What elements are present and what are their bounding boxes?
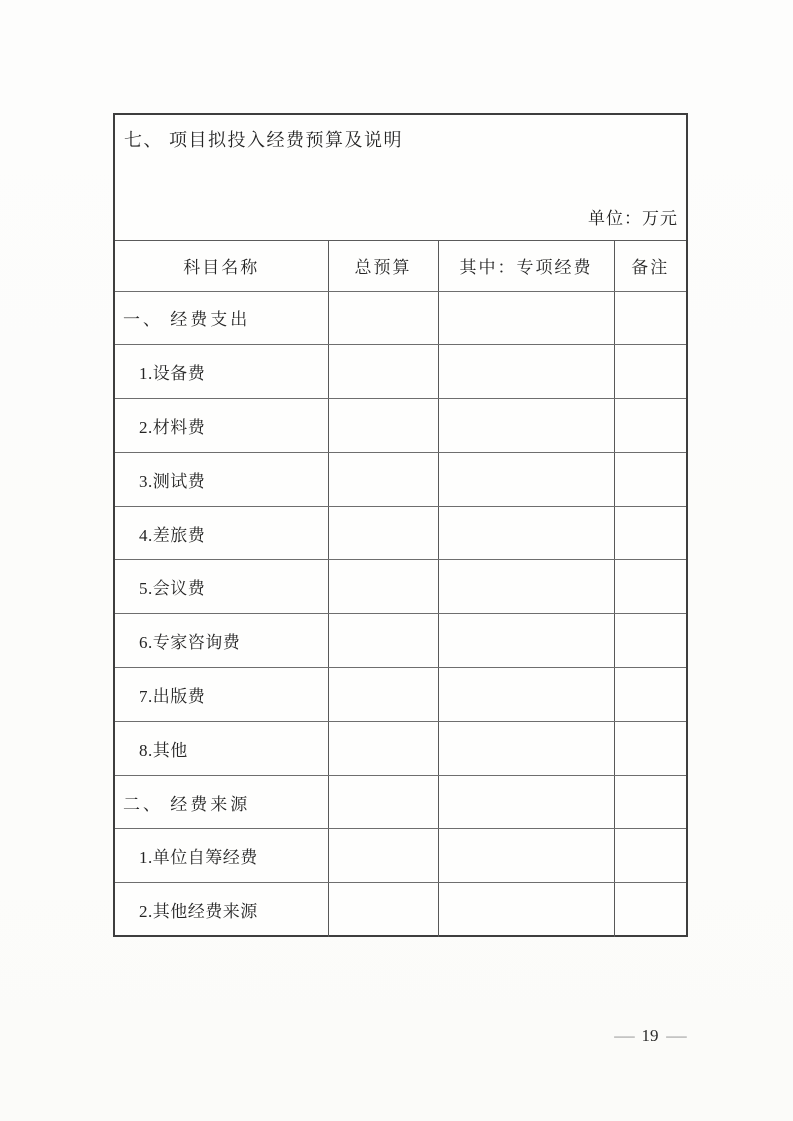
unit-label: 单位：万元 — [588, 209, 678, 228]
cell-total — [328, 721, 438, 775]
cell-note — [614, 829, 686, 883]
cell-special — [438, 883, 614, 937]
row-label-testing-fee: 3.测试费 — [115, 452, 328, 506]
table-row — [115, 668, 686, 722]
cell-note — [614, 668, 686, 722]
cell-total — [328, 883, 438, 937]
section-title: 七、 项目拟投入经费预算及说明 — [124, 130, 403, 150]
header-remarks: 备注 — [614, 241, 686, 291]
cell-total — [328, 668, 438, 722]
header-subject-name: 科目名称 — [115, 241, 328, 291]
cell-total — [328, 614, 438, 668]
cell-note — [614, 560, 686, 614]
row-label-publication-fee: 7.出版费 — [115, 668, 328, 722]
row-label-equipment-fee: 1.设备费 — [115, 345, 328, 399]
budget-table-grid — [115, 241, 686, 937]
cell-special — [438, 291, 614, 345]
footer-dash-right: — — [665, 1026, 687, 1045]
cell-special — [438, 399, 614, 453]
cell-note — [614, 883, 686, 937]
row-label-expert-consultation-fee: 6.专家咨询费 — [115, 614, 328, 668]
cell-special — [438, 560, 614, 614]
cell-total — [328, 506, 438, 560]
header-special-funds: 其中：专项经费 — [438, 241, 614, 291]
row-label-material-fee: 2.材料费 — [115, 399, 328, 453]
table-row — [115, 721, 686, 775]
page-footer — [598, 1026, 702, 1046]
row-label-expenditure: 一、 经费支出 — [115, 291, 328, 345]
row-label-self-raised-funds: 1.单位自筹经费 — [115, 829, 328, 883]
cell-total — [328, 775, 438, 829]
cell-total — [328, 345, 438, 399]
cell-note — [614, 614, 686, 668]
table-row — [115, 399, 686, 453]
table-title-block — [115, 115, 686, 241]
row-label-conference-fee: 5.会议费 — [115, 560, 328, 614]
cell-total — [328, 399, 438, 453]
cell-note — [614, 506, 686, 560]
cell-note — [614, 452, 686, 506]
cell-note — [614, 291, 686, 345]
budget-form-table — [113, 113, 688, 937]
cell-total — [328, 560, 438, 614]
table-row — [115, 775, 686, 829]
cell-total — [328, 829, 438, 883]
table-row — [115, 506, 686, 560]
cell-special — [438, 775, 614, 829]
row-label-other-funding-source: 2.其他经费来源 — [115, 883, 328, 937]
cell-special — [438, 452, 614, 506]
page-number: 19 — [641, 1026, 659, 1045]
table-header-row — [115, 241, 686, 291]
table-row — [115, 560, 686, 614]
row-label-funding-source: 二、 经费来源 — [115, 775, 328, 829]
header-total-budget: 总预算 — [328, 241, 438, 291]
cell-special — [438, 668, 614, 722]
table-row — [115, 345, 686, 399]
table-row — [115, 829, 686, 883]
cell-special — [438, 506, 614, 560]
footer-dash-left: — — [613, 1026, 635, 1045]
cell-special — [438, 345, 614, 399]
table-row — [115, 291, 686, 345]
row-label-travel-fee: 4.差旅费 — [115, 506, 328, 560]
cell-special — [438, 829, 614, 883]
cell-total — [328, 452, 438, 506]
cell-special — [438, 721, 614, 775]
cell-special — [438, 614, 614, 668]
cell-total — [328, 291, 438, 345]
cell-note — [614, 399, 686, 453]
cell-note — [614, 345, 686, 399]
table-row — [115, 883, 686, 937]
row-label-other: 8.其他 — [115, 721, 328, 775]
cell-note — [614, 721, 686, 775]
table-row — [115, 452, 686, 506]
cell-note — [614, 775, 686, 829]
table-row — [115, 614, 686, 668]
